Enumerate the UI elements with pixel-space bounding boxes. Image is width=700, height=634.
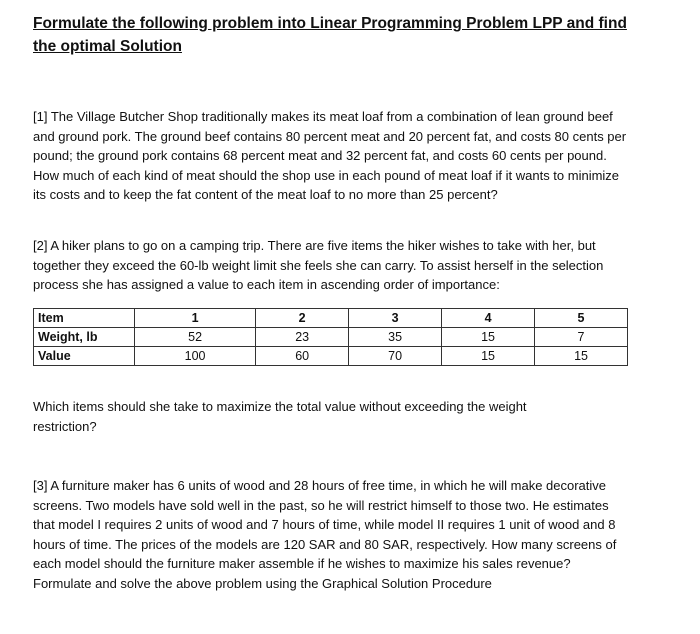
table-cell: 100 [135, 347, 256, 366]
table-cell: Weight, lb [34, 328, 135, 347]
table-cell: 60 [256, 347, 349, 366]
table-cell: 15 [535, 347, 628, 366]
table-cell: 15 [442, 328, 535, 347]
document-heading: Formulate the following problem into Linear Programming Problem LPP and find the optimal Solution [33, 15, 627, 55]
problem-2-text: [2] A hiker plans to go on a camping trip. There are five items the hiker wishes to take with her, but together they exceed the 60-lb weight limit she feels she can carry. To assist herself in the selection process she has assigned a value to each item in ascending order of importance: [33, 238, 604, 292]
table-row-value [34, 347, 628, 366]
table-cell: 4 [442, 309, 535, 328]
table-cell: 23 [256, 328, 349, 347]
table-cell: 3 [349, 309, 442, 328]
table-cell: 2 [256, 309, 349, 328]
table-cell: 1 [135, 309, 256, 328]
table-cell: 15 [442, 347, 535, 366]
problem-2-question: Which items should she take to maximize the total value without exceeding the weight restriction? [33, 399, 527, 434]
table-row-weight [34, 328, 628, 347]
document-page [33, 12, 633, 591]
table-header-row [34, 309, 628, 328]
table-cell: 5 [535, 309, 628, 328]
table-cell: 7 [535, 328, 628, 347]
table-cell: 70 [349, 347, 442, 366]
table-cell: Item [34, 309, 135, 328]
table-cell: 35 [349, 328, 442, 347]
table-cell: 52 [135, 328, 256, 347]
table-cell: Value [34, 347, 135, 366]
problem-1-text: [1] The Village Butcher Shop traditionally makes its meat loaf from a combination of lean ground beef and ground pork. The ground beef contains 80 percent meat and 20 percent fat, and costs 80 cents per pound; the ground pork contains 68 percent meat and 32 percent fat, and costs 60 cents per pound. How much of each kind of meat should the shop use in each pound of meat loaf if it wants to minimize its costs and to keep the fat content of the meat loaf to no more than 25 percent? [33, 109, 627, 202]
items-table [33, 308, 628, 366]
problem-3-text: [3] A furniture maker has 6 units of wood and 28 hours of free time, in which he will make decorative screens. Two models have sold well in the past, so he will restrict himself to those two. He estimates that model I requires 2 units of wood and 7 hours of time, while model II requires 1 unit of wood and 8 hours of time. The prices of the models are 120 SAR and 80 SAR, respectively. How many screens of each model should the furniture maker assemble if he wishes to maximize his sales revenue? Formulate and solve the above problem using the Graphical Solution Procedure [33, 478, 617, 591]
